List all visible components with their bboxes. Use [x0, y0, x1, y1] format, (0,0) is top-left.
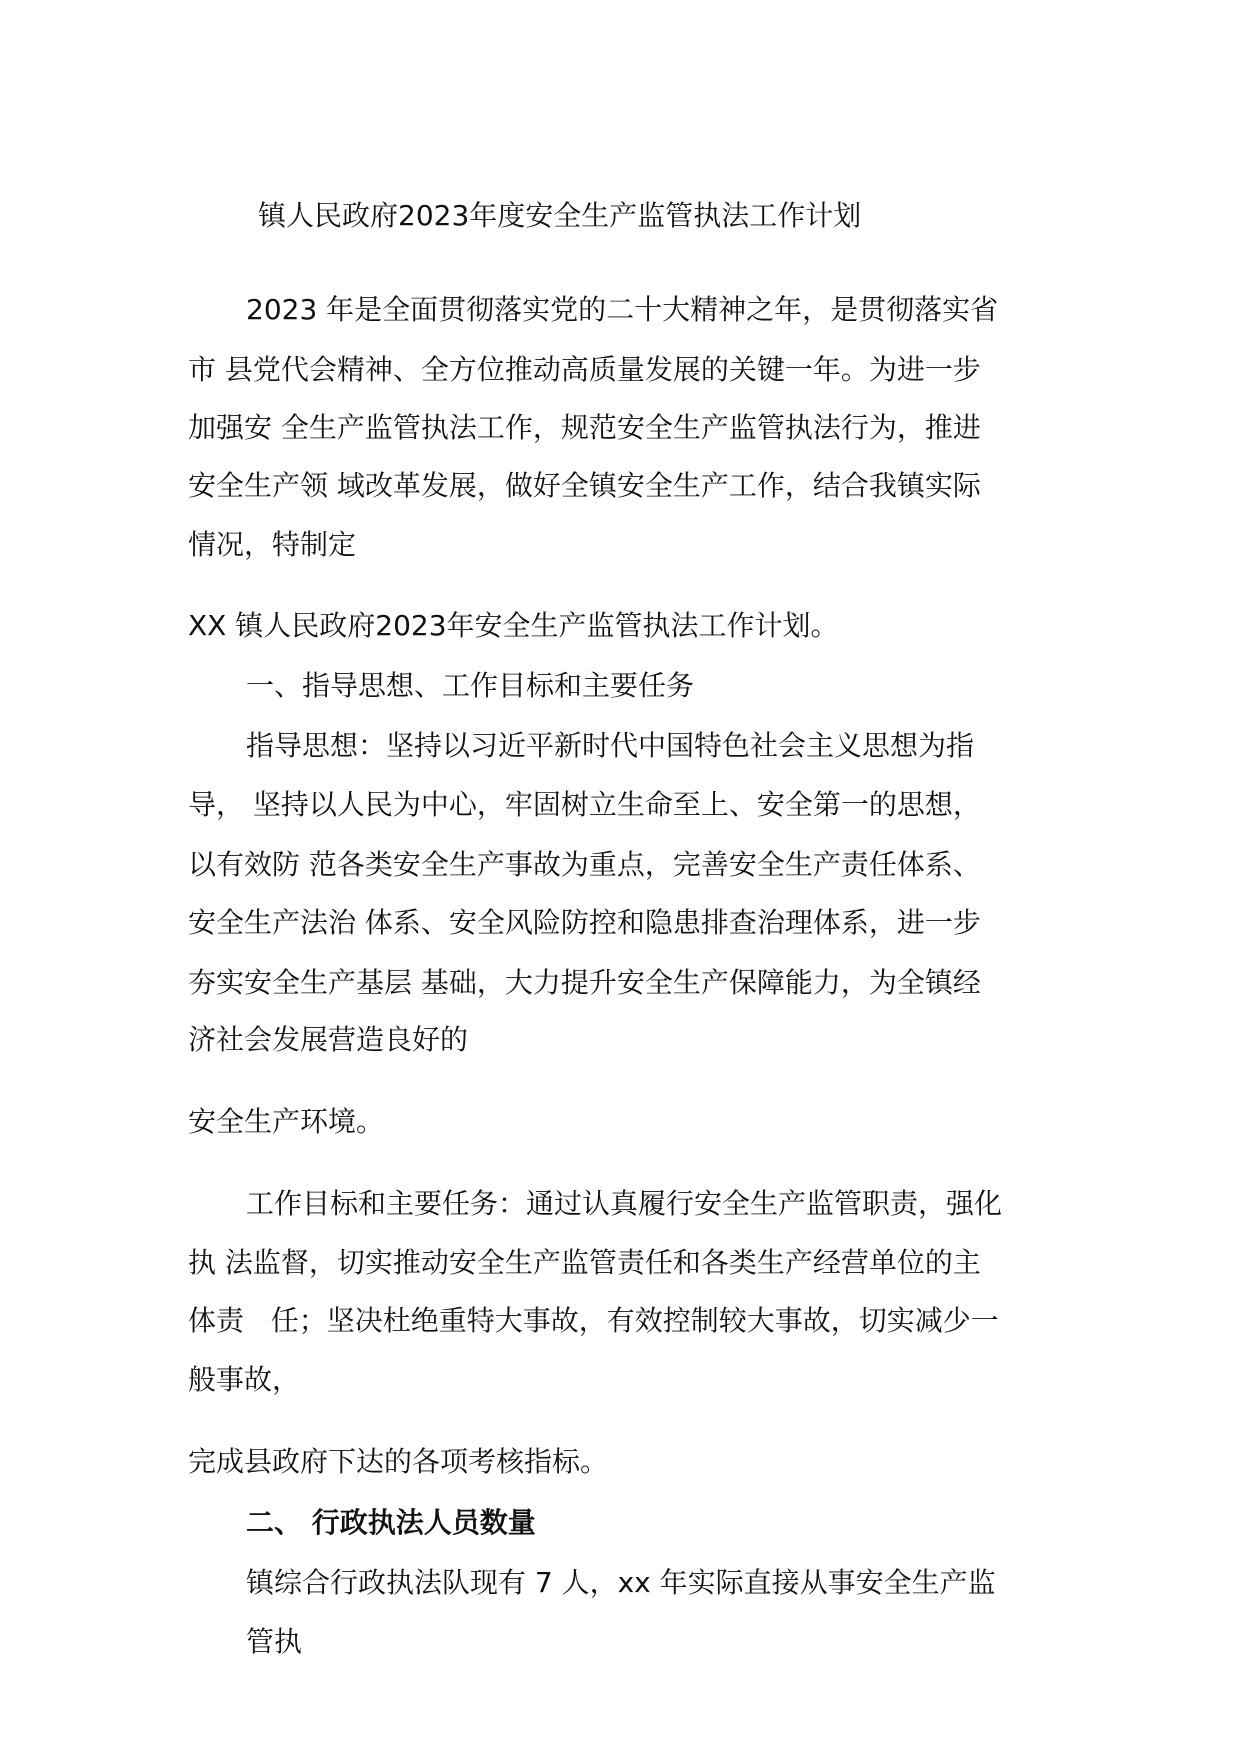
- paragraph-1-line-4: 安全生产领 域改革发展，做好全镇安全生产工作，结合我镇实际: [188, 469, 981, 502]
- paragraph-6-line-1: 完成县政府下达的各项考核指标。: [188, 1445, 609, 1478]
- paragraph-3-line-5: 夯实安全生产基层 基础，大力提升安全生产保障能力，为全镇经: [188, 966, 981, 999]
- paragraph-3-line-3: 以有效防 范各类安全生产事故为重点，完善安全生产责任体系、: [188, 848, 981, 881]
- paragraph-5-line-4: 般事故，: [188, 1363, 301, 1396]
- paragraph-7-line-2: 管执: [246, 1625, 303, 1658]
- paragraph-3-line-6: 济社会发展营造良好的: [188, 1023, 469, 1056]
- paragraph-5-line-3: 体责 任；坚决杜绝重特大事故，有效控制较大事故，切实减少一: [188, 1304, 999, 1337]
- paragraph-5-line-2: 执 法监督，切实推动安全生产监管责任和各类生产经营单位的主: [188, 1246, 981, 1279]
- paragraph-3-line-4: 安全生产法治 体系、安全风险防控和隐患排查治理体系，进一步: [188, 906, 981, 939]
- paragraph-1-line-3: 加强安 全生产监管执法工作，规范安全生产监管执法行为，推进: [188, 411, 981, 444]
- paragraph-3-line-1: 指导思想：坚持以习近平新时代中国特色社会主义思想为指: [246, 729, 975, 762]
- paragraph-1-line-2: 市 县党代会精神、全方位推动高质量发展的关键一年。为进一步: [188, 353, 981, 386]
- paragraph-1-line-5: 情况，特制定: [188, 528, 357, 561]
- document-title: 镇人民政府2023年度安全生产监管执法工作计划: [258, 199, 862, 232]
- paragraph-7-line-1: 镇综合行政执法队现有 7 人，xx 年实际直接从事安全生产监: [246, 1566, 996, 1599]
- paragraph-3-line-2: 导， 坚持以人民为中心，牢固树立生命至上、安全第一的思想，: [188, 788, 981, 821]
- paragraph-5-line-1: 工作目标和主要任务：通过认真履行安全生产监管职责，强化: [246, 1187, 1003, 1220]
- paragraph-4-line-1: 安全生产环境。: [188, 1105, 385, 1138]
- section-heading-2: 二、 行政执法人员数量: [246, 1506, 536, 1539]
- section-heading-1: 一、指导思想、工作目标和主要任务: [246, 669, 695, 702]
- paragraph-1-line-1: 2023 年是全面贯彻落实党的二十大精神之年，是贯彻落实省: [246, 293, 999, 326]
- paragraph-2-line-1: XX 镇人民政府2023年安全生产监管执法工作计划。: [188, 609, 839, 642]
